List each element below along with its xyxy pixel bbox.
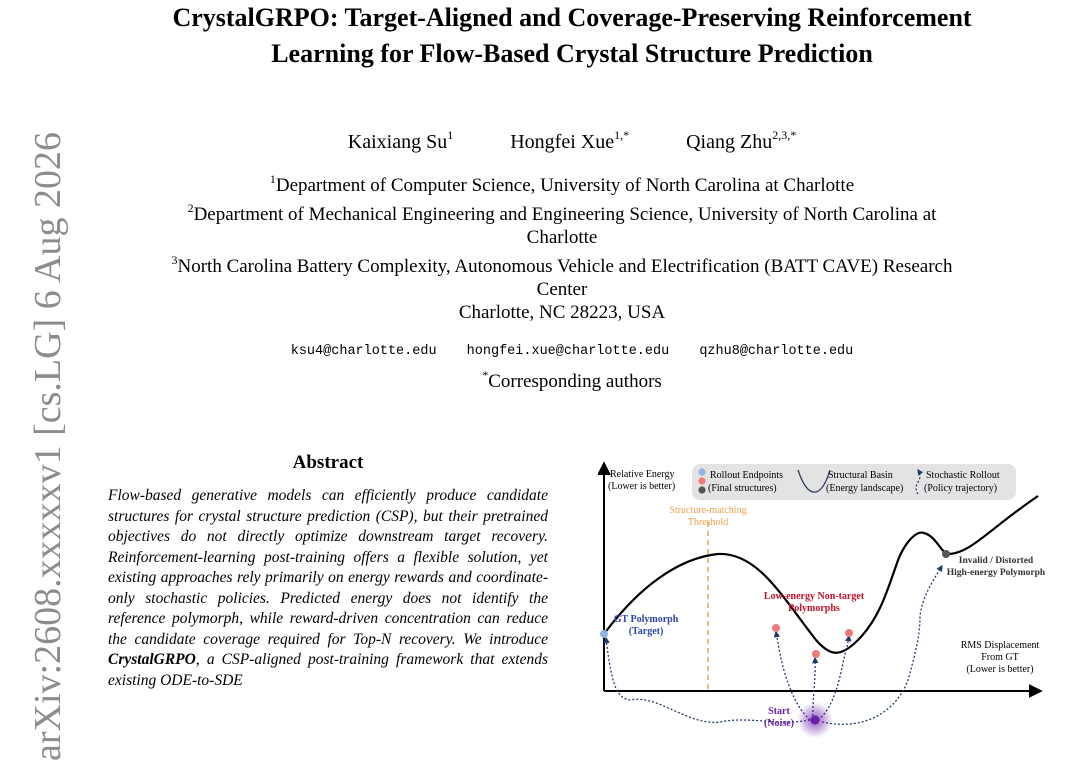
- x-axis-label: From GT: [981, 652, 1019, 663]
- email-link[interactable]: ksu4@charlotte.edu: [290, 344, 437, 359]
- start-sublabel: (Noise): [764, 718, 794, 729]
- abstract-text: Flow-based generative models can efficiently produce candidate structures for crystal structure prediction (CSP), but their pretrained objectives do not directly optimize downstream target recovery. Reinforcement-learning post-training offers a flexible solution, yet existing approaches rely primarily on energy rewards and coordinate-only stochastic policies. Predicted energy does not identify the reference polymorph, while reward-driven concentration can reduce the candidate coverage required for Top-N recovery. We introduce: [108, 487, 548, 648]
- email-link[interactable]: hongfei.xue@charlotte.edu: [466, 344, 670, 359]
- invalid-sublabel: High-energy Polymorph: [946, 568, 1046, 578]
- author-name: Qiang Zhu: [686, 131, 773, 153]
- y-axis-label: (Lower is better): [608, 481, 676, 492]
- x-axis-label: (Lower is better): [966, 664, 1034, 675]
- invalid-label: Invalid / Distorted: [958, 556, 1034, 566]
- affiliation: [40, 168, 1084, 197]
- author-affiliation-mark: 1: [447, 128, 454, 142]
- low-energy-endpoint: [845, 629, 853, 637]
- email-link[interactable]: qzhu8@charlotte.edu: [699, 344, 854, 359]
- legend-endpoint-blue: [698, 468, 705, 475]
- author: [510, 128, 629, 154]
- affiliation-mark: 2: [187, 201, 194, 215]
- abstract-body: [108, 486, 548, 761]
- abstract-heading: Abstract: [292, 452, 364, 473]
- affiliation-mark: 1: [269, 172, 276, 186]
- affiliation-list: [40, 168, 1084, 324]
- arxiv-stamp-text: arXiv:2608.xxxxxv1 [cs.LG] 6 Aug 2026: [27, 131, 69, 761]
- author-list: [60, 128, 1084, 154]
- affiliation: [40, 249, 1084, 278]
- gt-sublabel: (Target): [628, 626, 664, 637]
- legend-rollout-sublabel: (Policy trajectory): [924, 483, 998, 494]
- low-energy-sublabel: Polymorphs: [788, 603, 840, 614]
- low-energy-label: Low-energy Non-target: [763, 591, 865, 602]
- corresponding-note: [60, 368, 1084, 393]
- legend-rollout-label: Stochastic Rollout: [926, 470, 1000, 481]
- gt-label: GT Polymorph: [613, 614, 679, 625]
- y-axis-label: Relative Energy: [610, 469, 675, 480]
- author-name: Kaixiang Su: [347, 131, 448, 153]
- author: [348, 128, 453, 154]
- corresponding-mark: *: [482, 368, 489, 382]
- threshold-label: Structure-matching: [669, 505, 747, 516]
- threshold-label: Threshold: [687, 517, 729, 528]
- affiliation-continued: Center: [536, 279, 588, 300]
- legend-endpoints-sublabel: (Final structures): [708, 483, 777, 494]
- gt-endpoint: [600, 630, 608, 638]
- rollout-trajectory: [822, 566, 942, 724]
- affiliation-continued: Charlotte: [526, 227, 598, 248]
- affiliation-text: Department of Mechanical Engineering and Engineering Science, University of North Carolina at: [193, 204, 937, 225]
- arxiv-stamp: [0, 131, 69, 761]
- author-affiliation-mark: 1,*: [614, 128, 630, 142]
- email-list: [60, 344, 1084, 359]
- paper-title: [60, 0, 1084, 72]
- low-energy-endpoint: [812, 650, 820, 658]
- affiliation-mark: 3: [171, 253, 178, 267]
- start-point: [811, 716, 820, 725]
- title-line-2: Learning for Flow-Based Crystal Structure Prediction: [271, 39, 873, 68]
- affiliation-text: Department of Computer Science, University of North Carolina at Charlotte: [275, 175, 855, 196]
- legend-basin-label: Structural Basin: [828, 470, 893, 481]
- author-name: Hongfei Xue: [510, 131, 615, 153]
- energy-landscape-figure: [598, 458, 1048, 761]
- title-line-1: CrystalGRPO: Target-Aligned and Coverage-Preserving Reinforcement: [172, 3, 972, 32]
- method-name: CrystalGRPO: [108, 651, 196, 668]
- legend-endpoint-gray: [698, 486, 705, 493]
- corresponding-text: Corresponding authors: [488, 371, 662, 392]
- affiliation-text: North Carolina Battery Complexity, Autonomous Vehicle and Electrification (BATT CAVE) Research: [177, 256, 953, 277]
- legend-endpoints-label: Rollout Endpoints: [710, 470, 784, 481]
- abstract-text: , a CSP-aligned post-training framework that extends existing ODE-to-SDE: [108, 651, 548, 689]
- legend-endpoint-red: [698, 477, 705, 484]
- invalid-endpoint: [942, 550, 950, 558]
- author: [686, 128, 796, 154]
- author-affiliation-mark: 2,3,*: [772, 128, 797, 142]
- legend-basin-sublabel: (Energy landscape): [826, 483, 904, 494]
- address: Charlotte, NC 28223, USA: [458, 302, 666, 323]
- low-energy-endpoint: [772, 624, 780, 632]
- x-axis-label: RMS Displacement: [960, 640, 1040, 651]
- start-label: Start: [768, 706, 790, 717]
- affiliation: [40, 197, 1084, 226]
